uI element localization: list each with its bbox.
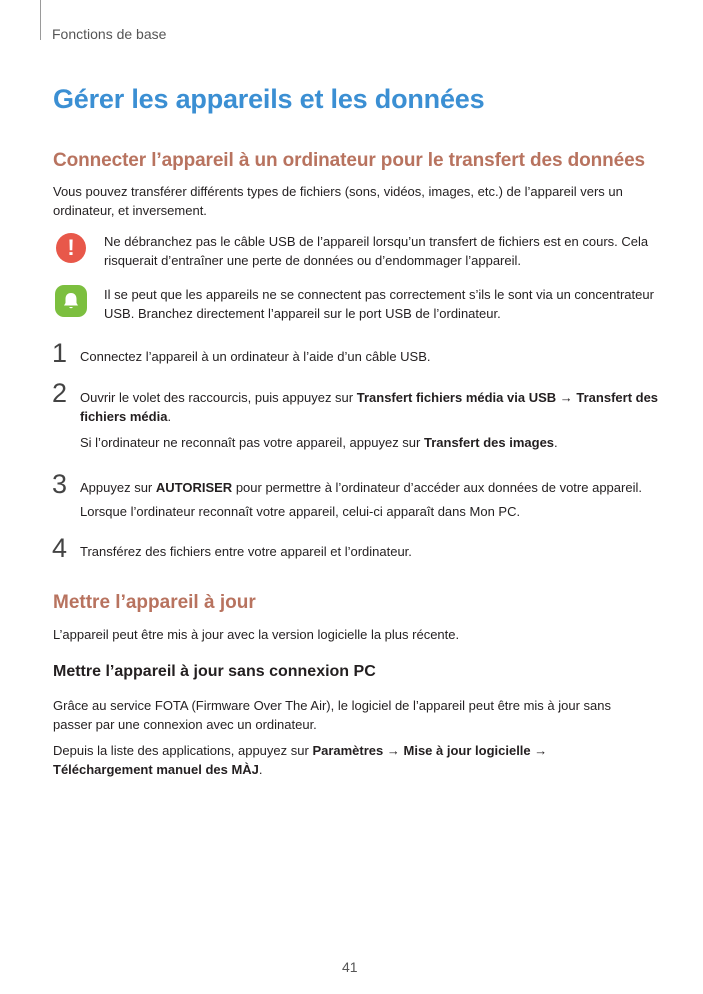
header-rule (40, 0, 41, 40)
step-subtext: Si l’ordinateur ne reconnaît pas votre appareil, appuyez sur Transfert des images. (80, 435, 558, 450)
update-instructions: Depuis la liste des applications, appuyez sur Paramètres → Mise à jour logicielle → Téléchargement manuel des MÀJ. (53, 743, 548, 777)
warning-text: Ne débranchez pas le câble USB de l’appareil lorsqu’un transfert de fichiers est en cours. Cela risquerait d’entraîner une perte de données ou d’endommager l’appareil. (104, 234, 649, 268)
step-text: Ouvrir le volet des raccourcis, puis appuyez sur Transfert fichiers média via USB → Transfert des fichiers média. (80, 390, 659, 424)
update-intro: L’appareil peut être mis à jour avec la version logicielle la plus récente. (53, 627, 460, 642)
step-text: Connectez l’appareil à un ordinateur à l’aide d’un câble USB. (80, 349, 431, 364)
step-number: 3 (52, 469, 68, 499)
exclamation-icon: ! (56, 233, 86, 263)
step-text: Appuyez sur AUTORISER pour permettre à l’ordinateur d’accéder aux données de votre appareil. (80, 480, 642, 495)
step-number: 1 (52, 338, 68, 368)
page-number: 41 (342, 959, 358, 975)
section-header: Fonctions de base (52, 26, 167, 42)
note-text: Il se peut que les appareils ne se connectent pas correctement s’ils le sont via un concentrateur USB. Branchez directement l’appareil sur le port USB de l’ordinateur. (104, 287, 654, 321)
subheading-update-no-pc: Mettre l’appareil à jour sans connexion PC (53, 663, 376, 680)
step-number: 2 (52, 378, 68, 408)
warning-icon-box (55, 232, 87, 264)
fota-paragraph: Grâce au service FOTA (Firmware Over The Air), le logiciel de l’appareil peut être mis à jour sans passer par une connexion avec un ordinateur. (53, 698, 612, 732)
section-heading-update: Mettre l’appareil à jour (53, 592, 256, 613)
step-text: Transférez des fichiers entre votre appareil et l’ordinateur. (80, 544, 412, 559)
section-heading-transfer: Connecter l’appareil à un ordinateur pour le transfert des données (53, 150, 646, 171)
transfer-intro: Vous pouvez transférer différents types de fichiers (sons, vidéos, images, etc.) de l’appareil vers un ordinateur, et inversement. (53, 184, 623, 218)
step-number: 4 (52, 533, 68, 563)
page-title: Gérer les appareils et les données (53, 84, 485, 114)
step-subtext: Lorsque l’ordinateur reconnaît votre appareil, celui-ci apparaît dans Mon PC. (80, 504, 521, 519)
bell-icon (55, 285, 87, 317)
